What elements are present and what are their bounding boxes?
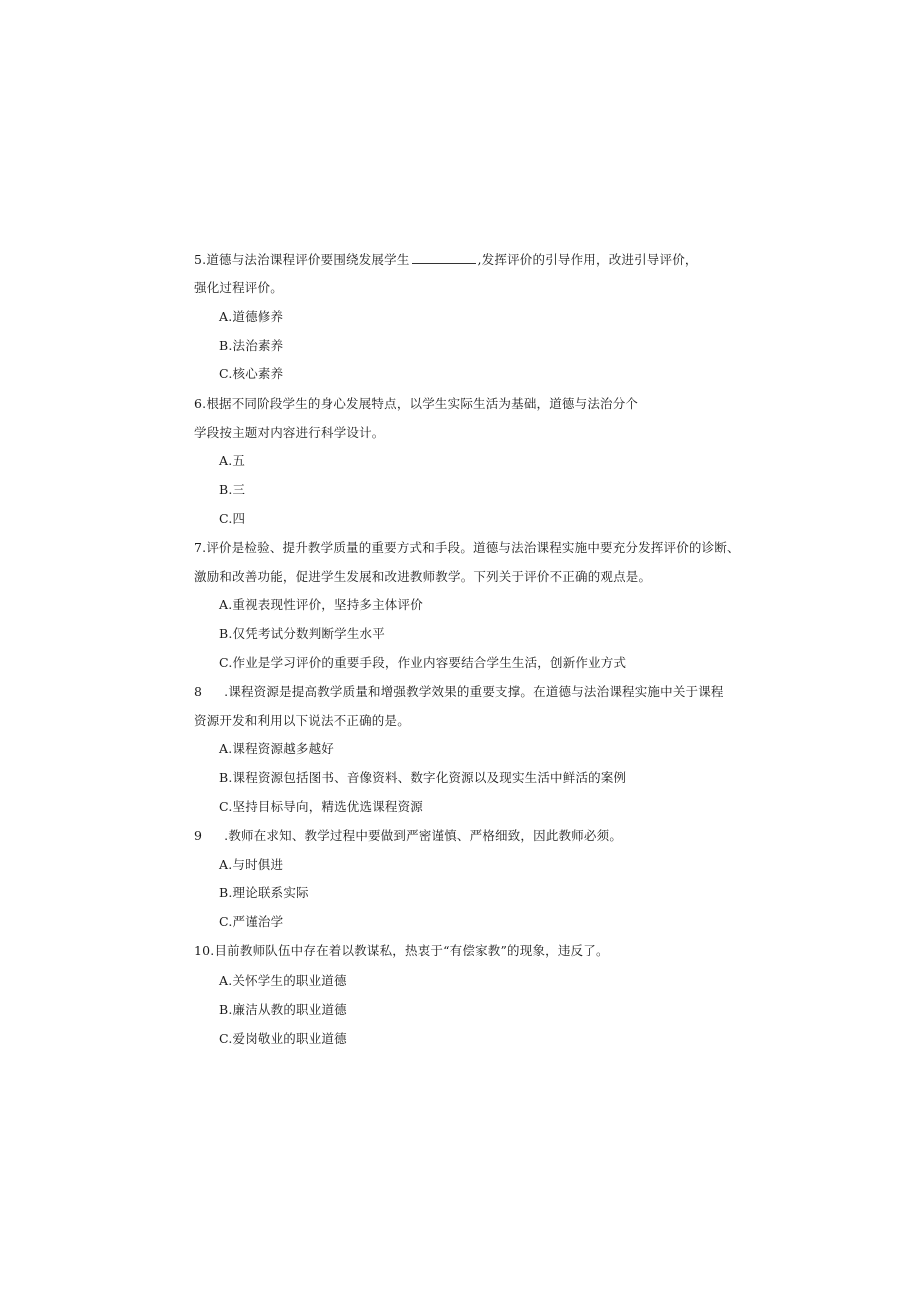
question-7-option-b: B.仅凭考试分数判断学生水平: [219, 626, 385, 641]
question-5-option-c: C.核心素养: [219, 366, 284, 381]
question-8-stem: .课程资源是提高教学质量和增强教学效果的重要支撑。在道德与法治课程实施中关于课程: [224, 684, 724, 699]
question-6-text-continued: 学段按主题对内容进行科学设计。: [194, 425, 385, 440]
question-10-text: 10.目前教师队伍中存在着以教谋私，热衷于“有偿家教”的现象，违反了。: [194, 943, 609, 958]
question-9-option-a: A.与时俱进: [219, 857, 284, 872]
question-8-text-continued: 资源开发和利用以下说法不正确的是。: [194, 713, 410, 728]
question-7-option-a: A.重视表现性评价，坚持多主体评价: [219, 597, 423, 612]
question-5-part-a: 5.道德与法治课程评价要围绕发展学生: [194, 252, 410, 267]
question-9-number: 9: [194, 828, 203, 843]
question-5-text: [194, 251, 698, 268]
question-9-text: [194, 828, 622, 844]
question-7-text-continued: 激励和改善功能，促进学生发展和改进教师教学。下列关于评价不正确的观点是。: [194, 569, 652, 584]
question-10-option-a: A.关怀学生的职业道德: [219, 973, 347, 988]
question-10-option-c: C.爱岗敬业的职业道德: [219, 1031, 347, 1046]
question-5-text-continued: 强化过程评价。: [194, 280, 283, 295]
question-6-option-b: B.三: [219, 482, 246, 497]
question-8-option-c: C.坚持目标导向，精选优选课程资源: [219, 799, 423, 814]
question-5-option-b: B.法治素养: [219, 338, 284, 353]
question-8-number: 8: [194, 684, 203, 699]
question-10-option-b: B.廉洁从教的职业道德: [219, 1002, 347, 1017]
question-8-option-a: A.课程资源越多越好: [219, 741, 335, 756]
question-7-option-c: C.作业是学习评价的重要手段，作业内容要结合学生生活，创新作业方式: [219, 655, 627, 670]
question-9-stem: .教师在求知、教学过程中要做到严密谨慎、严格细致，因此教师必须。: [224, 828, 623, 843]
question-8-option-b: B.课程资源包括图书、音像资料、数字化资源以及现实生活中鲜活的案例: [219, 770, 627, 785]
question-6-text: 6.根据不同阶段学生的身心发展特点，以学生实际生活为基础，道德与法治分个: [194, 396, 639, 411]
question-6-option-c: C.四: [219, 511, 246, 526]
question-5-part-b: ,发挥评价的引导作用，改进引导评价，: [477, 252, 698, 267]
fill-in-blank: [412, 251, 476, 264]
question-5-option-a: A.道德修养: [219, 309, 284, 324]
question-9-option-c: C.严谨治学: [219, 914, 284, 929]
question-9-option-b: B.理论联系实际: [219, 885, 309, 900]
question-8-text: [194, 684, 724, 700]
question-7-text: 7.评价是检验、提升教学质量的重要方式和手段。道德与法治课程实施中要充分发挥评价的诊断、: [194, 540, 740, 555]
question-6-option-a: A.五: [219, 453, 246, 468]
